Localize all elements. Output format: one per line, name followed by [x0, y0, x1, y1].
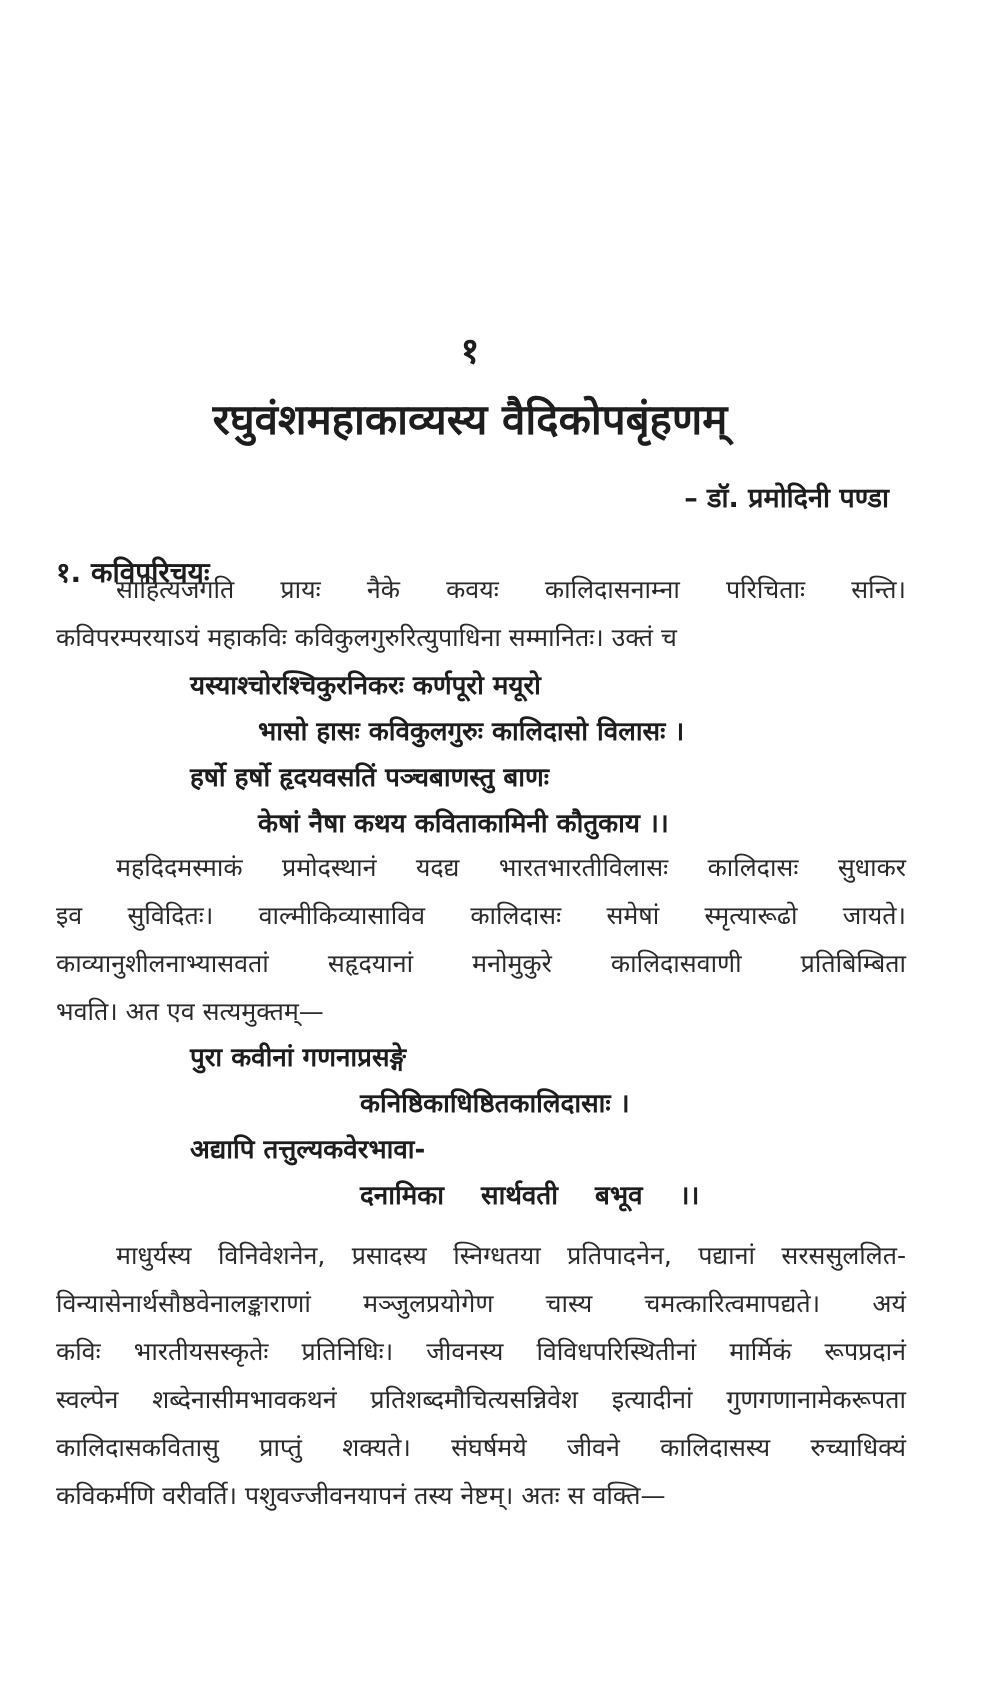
chapter-title: रघुवंशमहाकाव्यस्य वैदिकोपबृंहणम् [212, 395, 728, 444]
verse-line: दनामिका सार्थवती बभूव ।। [360, 1181, 700, 1211]
section-heading: १. कविपरिचयः [56, 556, 210, 589]
paragraph-line: भवति। अत एव सत्यमुक्तम्— [56, 997, 324, 1026]
verse-line: अद्यापि तत्तुल्यकवेरभावा- [190, 1135, 426, 1165]
paragraph-3 [56, 1232, 906, 1520]
paragraph-line: विन्यासेनार्थसौष्ठवेनालङ्काराणां मञ्जुलप्रयोगेण चास्य चमत्कारित्वमापद्यते। अयं [56, 1289, 906, 1318]
paragraph-line: कविपरम्परयाऽयं महाकविः कविकुलगुरुरित्युपाधिना सम्मानितः। उक्तं च [56, 623, 677, 652]
paragraph-1 [56, 566, 906, 662]
paragraph-2 [56, 844, 906, 1036]
paragraph-line: माधुर्यस्य विनिवेशनेन, प्रसादस्य स्निग्धतया प्रतिपादनेन, पद्यानां सरससुललित- [116, 1241, 906, 1270]
verse-line: पुरा कवीनां गणनाप्रसङ्गे [190, 1043, 406, 1073]
author-name: – डॉ. प्रमोदिनी पण्डा [684, 483, 889, 514]
paragraph-line: इव सुविदितः। वाल्मीकिव्यासाविव कालिदासः समेषां स्मृत्यारूढो जायते। [56, 901, 906, 930]
verse-line: कनिष्ठिकाधिष्ठितकालिदासाः । [360, 1089, 630, 1119]
paragraph-line: स्वल्पेन शब्देनासीमभावकथनं प्रतिशब्दमौचित्यसन्निवेश इत्यादीनां गुणगणानामेकरूपता [56, 1385, 906, 1414]
paragraph-line: काव्यानुशीलनाभ्यासवतां सहृदयानां मनोमुकुरे कालिदासवाणी प्रतिबिम्बिता [56, 949, 906, 978]
paragraph-line: कविकर्मणि वरीवर्ति। पशुवज्जीवनयापनं तस्य नेष्टम्। अतः स वक्ति— [56, 1481, 666, 1510]
paragraph-line: कालिदासकवितासु प्राप्तुं शक्यते। संघर्षमये जीवने कालिदासस्य रुच्याधिक्यं [56, 1433, 906, 1462]
chapter-number: १ [460, 331, 480, 372]
paragraph-line: कविः भारतीयसस्कृतेः प्रतिनिधिः। जीवनस्य विविधपरिस्थितीनां मार्मिकं रूपप्रदानं [56, 1337, 906, 1366]
paragraph-line: महदिदमस्माकं प्रमोदस्थानं यदद्य भारतभारतीविलासः कालिदासः सुधाकर [116, 853, 906, 882]
verse-line: केषां नैषा कथय कविताकामिनी कौतुकाय ।। [258, 809, 669, 839]
verse-line: यस्याश्चोरश्चिकुरनिकरः कर्णपूरो मयूरो [190, 671, 541, 701]
verse-line: हर्षो हर्षो हृदयवसतिं पञ्चबाणस्तु बाणः [190, 763, 549, 793]
paragraph-line: साहित्यजगति प्रायः नैके कवयः कालिदासनाम्ना परिचिताः सन्ति। [116, 575, 906, 604]
verse-line: भासो हासः कविकुलगुरुः कालिदासो विलासः । [258, 717, 685, 747]
